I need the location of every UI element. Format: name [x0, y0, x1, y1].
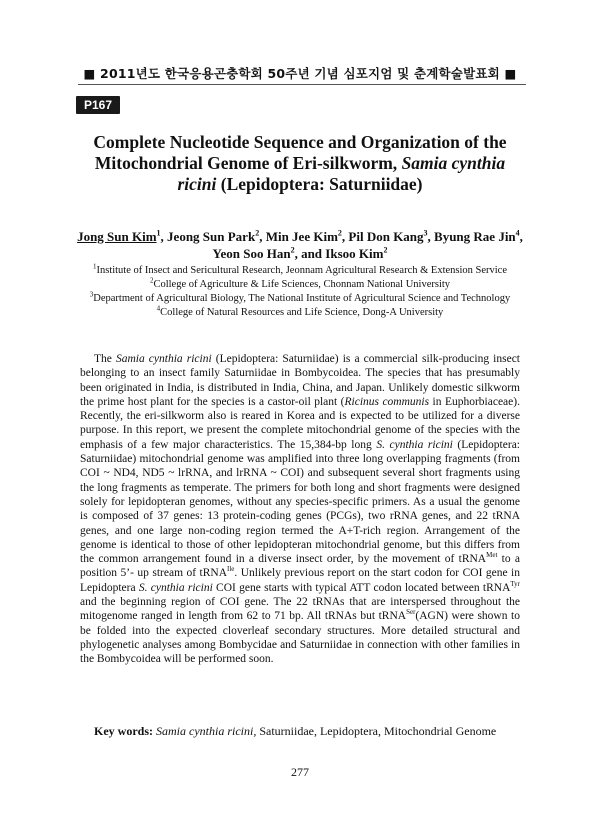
page-number: 277 [291, 765, 309, 779]
author-affil-mark: 1 [156, 228, 161, 238]
title-line-3 [80, 174, 520, 195]
abstract-superscript: Tyr [510, 579, 521, 588]
affiliation-mark: 1 [92, 262, 97, 271]
title-line-1: Complete Nucleotide Sequence and Organization of the [93, 132, 507, 152]
author-separator: , [341, 229, 349, 244]
affiliation-text: College of Natural Resources and Life Science, Dong-A University [160, 307, 444, 318]
abstract-text: (AGN) were shown to be folded into the expected cloverleaf secondary structures. More detailed structural and phylogenetic analyses among Bombycidae and Saturniidae in connection with other families in the Bombycoidea will be performed soon. [80, 610, 520, 666]
author-name: Pil Don Kang [348, 229, 424, 244]
abstract-text: (Lepidoptera: Saturniidae) is a commercial silk-producing insect belonging to an insect family Saturniidae in Bombycoidea. The species that has presumably been originated in India, is distributed in India, China, and Japan. Unlikely domestic silkworm the prime host plant for the species is a castor-oil plant ( [80, 353, 520, 408]
author-line-2 [70, 245, 530, 262]
author-name: Jeong Sun Park [167, 229, 256, 244]
affiliation-text: Institute of Insect and Sericultural Research, Jeonnam Agricultural Research & Extension Service [96, 265, 508, 276]
abstract-superscript: Ile [227, 565, 235, 574]
author-name: Min Jee Kim [265, 229, 338, 244]
affiliation-mark: 2 [149, 276, 154, 285]
author-affil-mark: 3 [423, 228, 428, 238]
affiliation-mark: 3 [89, 290, 94, 299]
keywords-label: Key words: [94, 724, 153, 738]
author-name: Jong Sun Kim [77, 229, 157, 244]
abstract-species-italic: S. cynthia ricini [376, 438, 453, 451]
title-line-2 [80, 153, 520, 174]
abstract-superscript: Met [486, 551, 498, 560]
affiliation-mark: 4 [156, 304, 161, 313]
author-separator: , [519, 229, 523, 244]
paper-title [80, 132, 520, 195]
affiliation-item [70, 264, 530, 278]
keywords-line [80, 724, 520, 739]
conference-header: ■ 2011년도 한국응용곤충학회 50주년 기념 심포지엄 및 춘계학술발표회 ■ [83, 66, 517, 81]
abstract-text: to a position 5’- up stream of tRNA [80, 553, 520, 580]
abstract-species-italic: S. cynthia ricini [138, 581, 213, 594]
abstract-text: in Euphorbiaceae). Recently, the eri-silkworm also is reared in Korea and is expected to be utilized for a diverse purpose. In this report, we present the complete mitochondrial genome of the species with the emphasis of a few major characteristics. The 15,384-bp long [80, 395, 520, 451]
author-affil-mark: 2 [337, 228, 342, 238]
abstract-species-italic: Samia cynthia ricini [115, 353, 212, 365]
author-line-1 [70, 228, 530, 245]
abstract-text: and the beginning region of COI gene. The 22 tRNAs that are interspersed throughout the mitogenome ranged in length from 62 to 71 bp. All tRNAs but tRNA [80, 596, 520, 623]
title-species-italic-1: Samia cynthia [401, 153, 506, 173]
abstract-superscript: Ser [406, 608, 416, 617]
affiliation-item [70, 292, 530, 306]
affiliation-list [70, 264, 530, 320]
abstract-text: COI gene starts with typical ATT codon located between tRNA [212, 581, 511, 594]
author-affil-mark: 4 [515, 228, 520, 238]
abstract-body [80, 352, 520, 667]
abstract-species-italic: Ricinus communis [344, 395, 430, 408]
author-affil-mark: 2 [290, 245, 295, 255]
header-divider [78, 84, 526, 85]
keywords-species-italic: Samia cynthia ricini, [156, 724, 257, 738]
affiliation-text: Department of Agricultural Biology, The National Institute of Agricultural Science and Technology [93, 293, 511, 304]
abstract-text: The [94, 353, 116, 365]
keywords-rest: Saturniidae, Lepidoptera, Mitochondrial Genome [256, 724, 497, 738]
poster-id-badge: P167 [76, 96, 120, 114]
author-separator: , [427, 229, 435, 244]
affiliation-item [70, 306, 530, 320]
abstract-text: . Unlikely previous report on the start codon for COI gene in Lepidoptera [80, 567, 520, 594]
author-affil-mark: 2 [255, 228, 260, 238]
author-separator: , [160, 229, 168, 244]
author-affil-mark: 2 [383, 245, 388, 255]
author-list [70, 228, 530, 262]
affiliation-text: College of Agriculture & Life Sciences, Chonnam National University [153, 279, 451, 290]
author-name: Iksoo Kim [325, 246, 384, 261]
author-name: Byung Rae Jin [434, 229, 516, 244]
abstract-text: (Lepidoptera: Saturniidae) mitochondrial genome was amplified into three long overlapping fragments (from COI ~ ND4, ND5 ~ lrRNA, and lrRNA ~ COI) and subsequent several short fragments using the long fragments as temperate. The primers for both long and short fragments were designed solely for lepidopteran genomes, without any species-specific primers. As a usual the genome is composed of 37 genes: 13 protein-coding genes (PCGs), two rRNA genes, and 22 tRNA genes, and one large non-coding region termed the A+T-rich region. Arrangement of the genome is identical to those of other lepidopteran mitochondrial genome, but this differs from the common arrangement found in a diverse insect order, by the movement of tRNA [80, 438, 520, 566]
title-line-2-prefix: Mitochondrial Genome of Eri-silkworm, [94, 153, 402, 173]
author-name: Yeon Soo Han [212, 246, 291, 261]
title-line-3-suffix: (Lepidoptera: Saturniidae) [216, 174, 423, 194]
author-separator: , [259, 229, 266, 244]
author-separator: , and [294, 246, 326, 261]
affiliation-item [70, 278, 530, 292]
title-species-italic-2: ricini [177, 174, 217, 194]
